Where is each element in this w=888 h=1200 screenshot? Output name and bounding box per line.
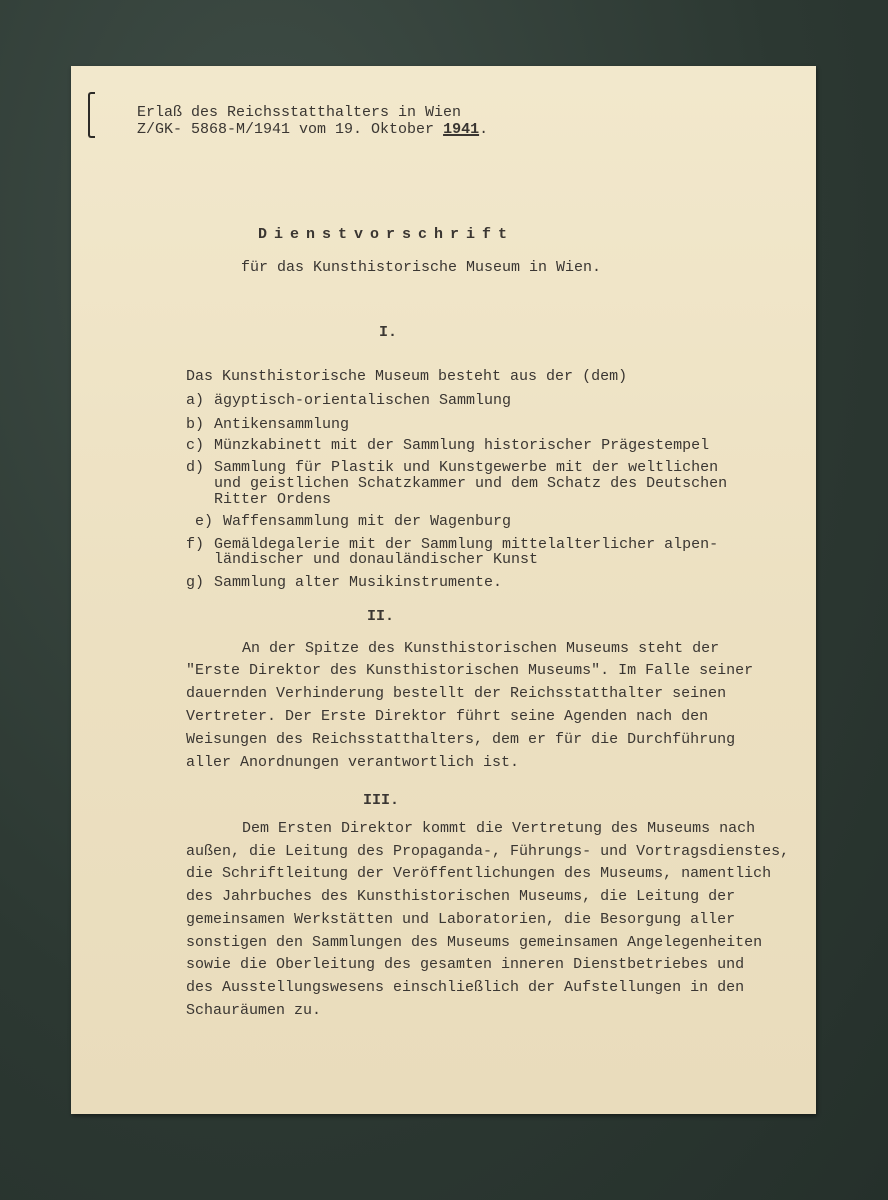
document-subtitle: für das Kunsthistorische Museum in Wien. xyxy=(241,259,602,276)
list-marker-g: g) xyxy=(186,574,205,591)
section-2-line6: aller Anordnungen verantwortlich ist. xyxy=(186,754,520,771)
section-2-line4: Vertreter. Der Erste Direktor führt seine Agenden nach den xyxy=(186,708,709,725)
list-marker-a: a) xyxy=(186,392,205,409)
list-marker-d: d) xyxy=(186,459,205,476)
section-2-heading: II. xyxy=(367,608,395,625)
list-marker-e: e) xyxy=(195,513,214,530)
list-item-b: Antikensammlung xyxy=(214,416,350,433)
section-2-line2: "Erste Direktor des Kunsthistorischen Museums". Im Falle seiner xyxy=(186,662,754,679)
decree-header-period: . xyxy=(479,121,489,138)
list-marker-f: f) xyxy=(186,536,205,553)
section-2-line3: dauernden Verhinderung bestellt der Reichsstatthalter seinen xyxy=(186,685,727,702)
list-item-d-line1: Sammlung für Plastik und Kunstgewerbe mit der weltlichen xyxy=(214,459,719,476)
decree-reference: Z/GK- 5868-M/1941 vom 19. Oktober xyxy=(137,121,444,138)
document-title: Dienstvorschrift xyxy=(258,226,515,243)
list-item-a: ägyptisch-orientalischen Sammlung xyxy=(214,392,512,409)
list-marker-c: c) xyxy=(186,437,205,454)
list-marker-b: b) xyxy=(186,416,205,433)
section-3-line7: sowie die Oberleitung des gesamten inneren Dienstbetriebes und xyxy=(186,956,745,973)
section-3-line2: außen, die Leitung des Propaganda-, Führungs- und Vortragsdienstes, xyxy=(186,843,790,860)
section-3-line6: sonstigen den Sammlungen des Museums gemeinsamen Angelegenheiten xyxy=(186,934,763,951)
list-item-g: Sammlung alter Musikinstrumente. xyxy=(214,574,503,591)
section-2-line5: Weisungen des Reichsstatthalters, dem er für die Durchführung xyxy=(186,731,736,748)
decree-year: 1941 xyxy=(443,121,480,138)
section-3-line5: gemeinsamen Werkstätten und Laboratorien, die Besorgung aller xyxy=(186,911,736,928)
staple-mark xyxy=(88,92,95,138)
section-3-line8: des Ausstellungswesens einschließlich der Aufstellungen in den xyxy=(186,979,745,996)
section-3-line3: die Schriftleitung der Veröffentlichungen des Museums, namentlich xyxy=(186,865,772,882)
decree-header-line2 xyxy=(137,121,488,139)
section-3-line4: des Jahrbuches des Kunsthistorischen Museums, die Leitung der xyxy=(186,888,736,905)
section-1-intro: Das Kunsthistorische Museum besteht aus der (dem) xyxy=(186,368,628,385)
section-1-heading: I. xyxy=(379,324,398,341)
section-3-line9: Schauräumen zu. xyxy=(186,1002,322,1019)
list-item-f-line2: ländischer und donauländischer Kunst xyxy=(214,551,539,568)
list-item-e: Waffensammlung mit der Wagenburg xyxy=(223,513,512,530)
list-item-f-line1: Gemäldegalerie mit der Sammlung mittelalterlicher alpen- xyxy=(214,536,719,553)
section-3-line1: Dem Ersten Direktor kommt die Vertretung des Museums nach xyxy=(242,820,756,837)
list-item-c: Münzkabinett mit der Sammlung historischer Prägestempel xyxy=(214,437,710,454)
decree-header-line1: Erlaß des Reichsstatthalters in Wien xyxy=(137,104,462,121)
document-page xyxy=(71,66,816,1114)
list-item-d-line3: Ritter Ordens xyxy=(214,491,332,508)
section-3-heading: III. xyxy=(363,792,400,809)
section-2-line1: An der Spitze des Kunsthistorischen Museums steht der xyxy=(242,640,720,657)
list-item-d-line2: und geistlichen Schatzkammer und dem Schatz des Deutschen xyxy=(214,475,728,492)
